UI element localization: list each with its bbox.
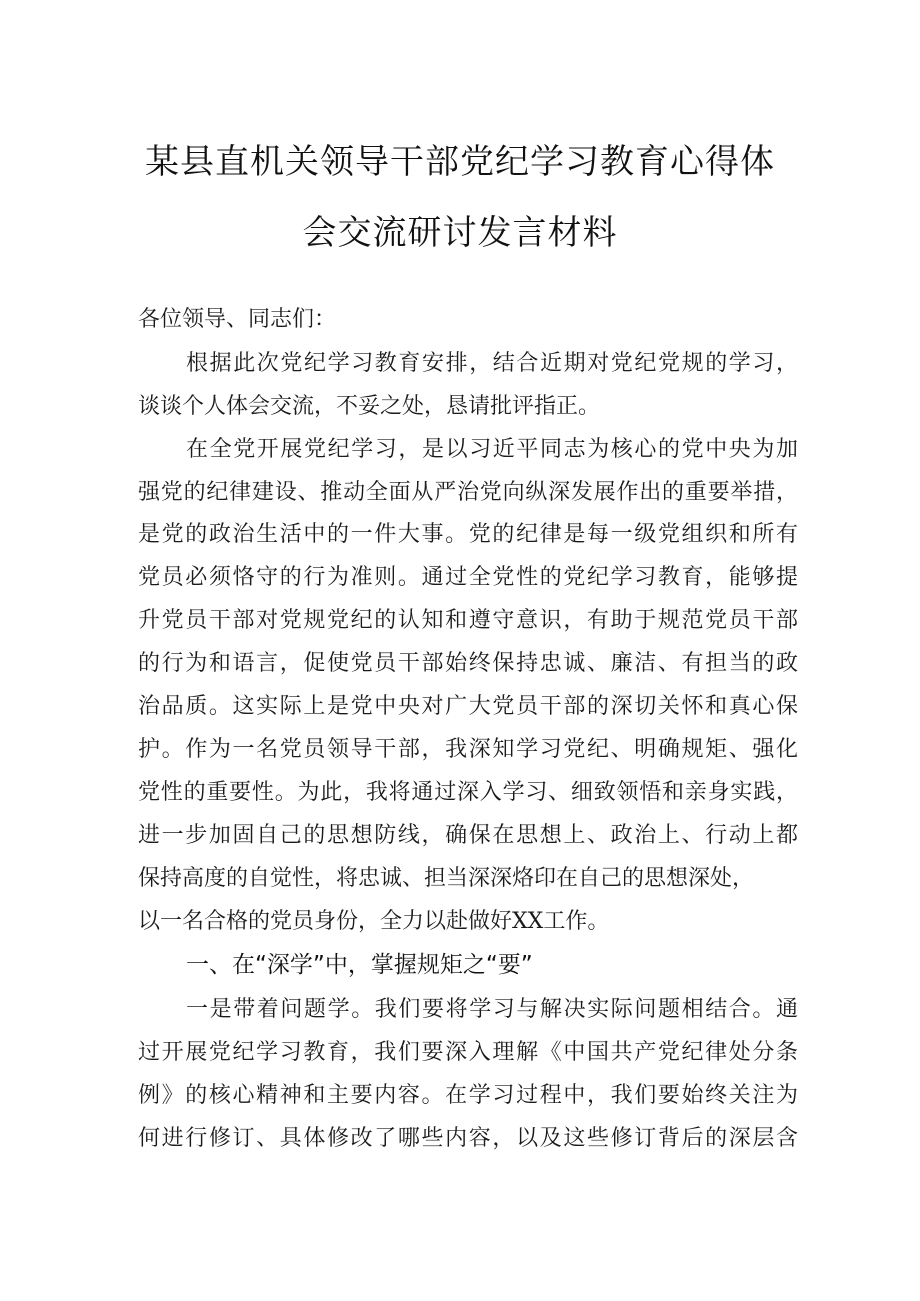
paragraph-2-line-1: 在全党开展党纪学习，是以习近平同志为核心的党中央为加 [186,437,798,462]
paragraph-2-line-7: 治品质。这实际上是党中央对广大党员干部的深切关怀和真心保 [138,694,798,719]
paragraph-1-line-2: 谈谈个人体会交流，不妥之处，恳请批评指正。 [138,394,601,419]
paragraph-2-line-4: 党员必须恪守的行为准则。通过全党性的党纪学习教育，能够提 [138,565,798,590]
paragraph-2-line-8: 护。作为一名党员领导干部，我深知学习党纪、明确规矩、强化 [138,737,798,762]
paragraph-3-line-4: 何进行修订、具体修改了哪些内容，以及这些修订背后的深层含 [138,1126,798,1151]
document-title-line-2: 会交流研讨发言材料 [302,213,618,253]
paragraph-3-line-1: 一是带着问题学。我们要将学习与解决实际问题相结合。通 [186,997,798,1022]
salutation: 各位领导、同志们： [138,307,337,332]
paragraph-2-line-11: 保持高度的自觉性，将忠诚、担当深深烙印在自己的思想深处， [138,866,755,891]
paragraph-2-line-10: 进一步加固自己的思想防线，确保在思想上、政治上、行动上都 [138,823,798,848]
paragraph-3-line-3: 例》的核心精神和主要内容。在学习过程中，我们要始终关注为 [138,1083,798,1108]
paragraph-2-line-2: 强党的纪律建设、推动全面从严治党向纵深发展作出的重要举措， [138,480,798,505]
section-heading-1: 一、在“深学”中，掌握规矩之“要” [186,952,533,978]
paragraph-2-line-5: 升党员干部对党规党纪的认知和遵守意识，有助于规范党员干部 [138,608,798,633]
paragraph-3-line-2: 过开展党纪学习教育，我们要深入理解《中国共产党纪律处分条 [138,1040,798,1065]
paragraph-1-line-1: 根据此次党纪学习教育安排，结合近期对党纪党规的学习， [186,351,798,376]
paragraph-2-line-9: 党性的重要性。为此，我将通过深入学习、细致领悟和亲身实践， [138,780,798,805]
paragraph-2-line-12: 以一名合格的党员身份，全力以赴做好XX工作。 [138,909,610,934]
paragraph-2-line-3: 是党的政治生活中的一件大事。党的纪律是每一级党组织和所有 [138,522,798,547]
paragraph-2-line-6: 的行为和语言，促使党员干部始终保持忠诚、廉洁、有担当的政 [138,651,798,676]
document-title-line-1: 某县直机关领导干部党纪学习教育心得体 [145,142,775,182]
